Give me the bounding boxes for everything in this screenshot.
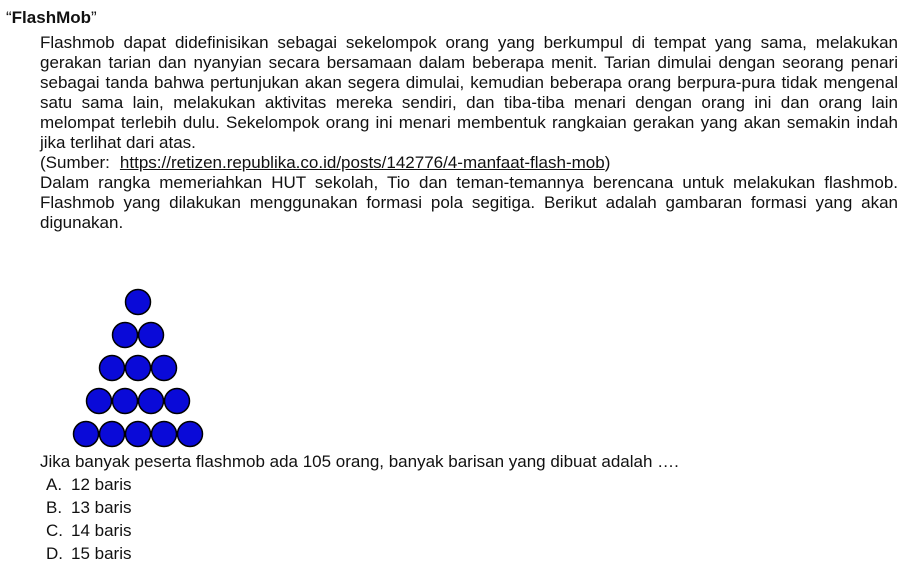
formation-dot [165, 389, 190, 414]
source-link[interactable]: https://retizen.republika.co.id/posts/142776/4-manfaat-flash-mob [119, 153, 605, 172]
formation-dot [152, 356, 177, 381]
source-close: ) [604, 153, 611, 172]
formation-dot [100, 356, 125, 381]
formation-dot [126, 290, 151, 315]
option-letter: A. [46, 475, 63, 494]
formation-dot [139, 389, 164, 414]
formation-dot [152, 422, 177, 447]
paragraph-definition: Flashmob dapat didefinisikan sebagai sekelompok orang yang berkumpul di tempat yang sama, melakukan gerakan tarian dan nyanyian secara bersamaan dalam beberapa menit. Tarian dimulai dengan seorang penari sebagai tanda bahwa pertunjukan akan segera dimulai, kemudian beberapa orang berpura-pura tidak mengenal satu sama lain, melakukan aktivitas mereka sendiri, dan tiba-tiba menari dengan orang ini dan orang lain melompat terlebih dulu. Sekelompok orang ini menari membentuk rangkaian gerakan yang akan semakin indah jika terlihat dari atas. [40, 33, 898, 152]
document-title [6, 7, 97, 29]
option-d[interactable] [46, 542, 131, 565]
paragraph-context: Dalam rangka memeriahkan HUT sekolah, Tio dan teman-temannya berencana untuk melakukan flashmob. Flashmob yang dilakukan menggunakan formasi pola segitiga. Berikut adalah gambaran formasi yang akan digunakan. [40, 173, 898, 232]
option-a[interactable] [46, 473, 131, 496]
option-b[interactable] [46, 496, 131, 519]
formation-dot [126, 422, 151, 447]
answer-options [46, 473, 131, 565]
option-letter: C. [46, 521, 63, 540]
formation-dot [126, 356, 151, 381]
question-text: Jika banyak peserta flashmob ada 105 orang, banyak barisan yang dibuat adalah …. [40, 452, 679, 471]
source-citation [40, 153, 898, 173]
formation-dot [113, 389, 138, 414]
formation-dot [139, 323, 164, 348]
option-c[interactable] [46, 519, 131, 542]
formation-dot [74, 422, 99, 447]
option-text: 12 baris [71, 475, 132, 494]
formation-dot [87, 389, 112, 414]
title-open-quote: “ [6, 8, 12, 27]
option-text: 15 baris [71, 544, 132, 563]
option-letter: D. [46, 544, 63, 563]
title-text: FlashMob [11, 8, 92, 27]
triangle-formation-figure [52, 288, 222, 454]
option-letter: B. [46, 498, 63, 517]
title-close-quote: ” [91, 8, 97, 27]
option-text: 13 baris [71, 498, 132, 517]
formation-dot [178, 422, 203, 447]
option-text: 14 baris [71, 521, 132, 540]
source-label: (Sumber: [40, 153, 110, 172]
document-body [40, 33, 898, 233]
formation-dot [100, 422, 125, 447]
formation-dot [113, 323, 138, 348]
